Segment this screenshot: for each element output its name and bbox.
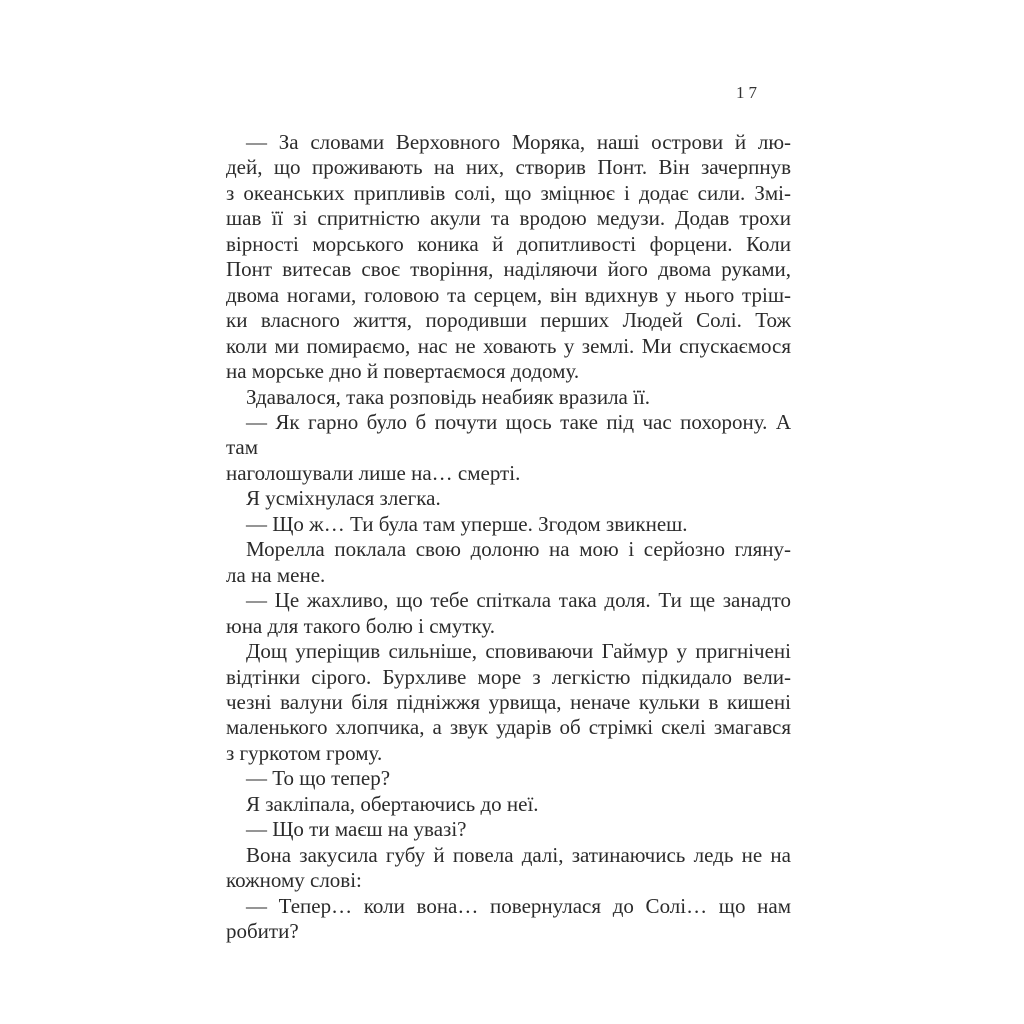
text-line: — Тепер… коли вона… повернулася до Солі… що нам <box>246 893 791 918</box>
text-line: Понт витесав своє творіння, наділяючи його двома руками, <box>226 257 791 282</box>
paragraph <box>226 537 791 588</box>
paragraph <box>226 588 791 639</box>
paragraph <box>226 894 791 945</box>
text-line: — Як гарно було б почути щось таке під час похорону. А там <box>226 409 791 460</box>
paragraph <box>226 817 791 842</box>
text-line: дей, що проживають на них, створив Понт. Він зачерпнув <box>226 155 791 180</box>
text-line: — То що тепер? <box>246 766 391 791</box>
paragraph <box>226 792 791 817</box>
text-line: шав її зі спритністю акули та вродою медузи. Додав трохи <box>226 206 791 231</box>
text-line: чезні валуни біля підніжжя урвища, неначе кульки в кишені <box>226 689 791 714</box>
text-line: робити? <box>226 919 299 944</box>
text-line: Я усміхнулася злегка. <box>246 486 441 511</box>
text-line: вірності морського коника й допитливості форцени. Коли <box>226 231 791 256</box>
paragraph <box>226 766 791 791</box>
text-line: коли ми помираємо, нас не ховають у землі. Ми спускаємося <box>226 333 791 358</box>
text-line: Морелла поклала свою долоню на мою і серйозно гляну- <box>246 537 791 562</box>
paragraph <box>226 843 791 894</box>
text-line: наголошували лише на… смерті. <box>226 460 521 485</box>
text-line: маленького хлопчика, а звук ударів об стрімкі скелі змагався <box>226 715 791 740</box>
text-line: — Що ж… Ти була там уперше. Згодом звикнеш. <box>246 511 688 536</box>
text-line: на морське дно й повертаємося додому. <box>226 359 580 384</box>
text-line: відтінки сірого. Бурхливе море з легкістю підкидало вели- <box>226 664 791 689</box>
text-line: з океанських припливів солі, що зміцнює і додає сили. Змі- <box>226 180 791 205</box>
text-line: двома ногами, головою та серцем, він вдихнув у нього тріш- <box>226 282 791 307</box>
text-line: — Це жахливо, що тебе спіткала така доля. Ти ще занадто <box>246 588 791 613</box>
text-line: — За словами Верховного Моряка, наші острови й лю- <box>246 130 791 154</box>
text-line: — Що ти маєш на увазі? <box>246 817 467 842</box>
text-line: Здавалося, така розповідь неабияк вразила її. <box>246 384 651 409</box>
text-line: Дощ уперіщив сильніше, сповиваючи Гаймур у пригнічені <box>246 639 791 664</box>
paragraph <box>226 486 791 511</box>
paragraph <box>226 410 791 486</box>
body-text <box>226 130 791 945</box>
page-number: 17 <box>736 83 761 102</box>
paragraph <box>226 130 791 385</box>
text-line: з гуркотом грому. <box>226 740 383 765</box>
text-line: Я закліпала, обертаючись до неї. <box>246 791 539 816</box>
paragraph <box>226 512 791 537</box>
text-line: Вона закусила губу й повела далі, затинаючись ледь не на <box>246 842 791 867</box>
paragraph <box>226 639 791 766</box>
paragraph <box>226 385 791 410</box>
text-line: юна для такого болю і смутку. <box>226 613 496 638</box>
text-line: кожному слові: <box>226 868 362 893</box>
text-line: ла на мене. <box>226 562 326 587</box>
text-line: ки власного життя, породивши перших Людей Солі. Тож <box>226 308 791 333</box>
